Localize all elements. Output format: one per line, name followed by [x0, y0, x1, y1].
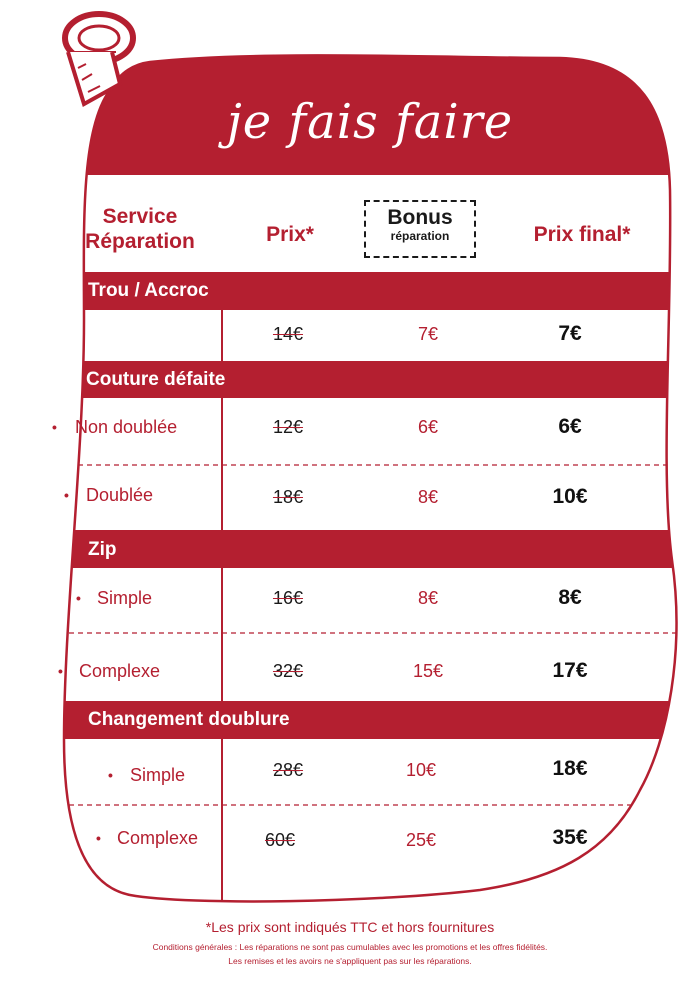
final-price: 18€ [552, 757, 588, 780]
final-price: 8€ [558, 586, 582, 609]
item-label: Doublée [86, 485, 154, 505]
price-original: 16€ [272, 588, 304, 608]
bullet: • [64, 487, 69, 503]
final-price: 10€ [552, 485, 588, 508]
final-price: 7€ [558, 322, 582, 345]
price-original: 18€ [272, 487, 304, 507]
final-price: 17€ [552, 659, 588, 682]
item-label: Complexe [117, 828, 199, 848]
bonus-sub: réparation [390, 229, 450, 243]
price-original: 28€ [272, 760, 304, 780]
bonus-amount: 15€ [412, 661, 444, 681]
bonus-reparation-badge [364, 200, 476, 258]
final-price: 6€ [558, 415, 582, 438]
bonus-amount: 10€ [405, 760, 437, 780]
bonus-amount: 8€ [417, 588, 439, 608]
bonus-amount: 25€ [405, 830, 437, 850]
page-title: je fais faire [226, 94, 514, 150]
bullet: • [96, 830, 101, 846]
price-original: 60€ [264, 830, 296, 850]
bullet: • [58, 663, 63, 679]
header-final-price: Prix final* [533, 223, 631, 246]
price-original: 14€ [272, 324, 304, 344]
section-title: Changement doublure [88, 709, 290, 730]
section-title: Trou / Accroc [88, 280, 209, 301]
section-title: Zip [88, 539, 117, 560]
item-label: Simple [97, 588, 153, 608]
footer-conditions-line1: Conditions générales : Les réparations ne sont pas cumulables avec les promotions et les offres fidélités. [152, 942, 548, 952]
bonus-amount: 8€ [417, 487, 439, 507]
item-label: Complexe [79, 661, 161, 681]
bonus-word: Bonus [387, 206, 453, 229]
final-price: 35€ [552, 826, 588, 849]
item-label: Simple [130, 765, 186, 785]
section-title: Couture défaite [86, 369, 226, 390]
bonus-amount: 7€ [417, 324, 439, 344]
footer-note: *Les prix sont indiqués TTC et hors fournitures [205, 919, 495, 935]
item-label: Non doublée [75, 417, 178, 437]
bullet: • [108, 767, 113, 783]
bullet: • [76, 590, 81, 606]
footer-conditions-line2: Les remises et les avoirs ne s'appliquent pas sur les réparations. [228, 956, 472, 966]
price-original: 32€ [272, 661, 304, 681]
price-original: 12€ [272, 417, 304, 437]
header-service: Service Réparation [85, 205, 195, 253]
header-price: Prix* [266, 223, 314, 246]
bullet: • [52, 419, 57, 435]
bonus-amount: 6€ [417, 417, 439, 437]
